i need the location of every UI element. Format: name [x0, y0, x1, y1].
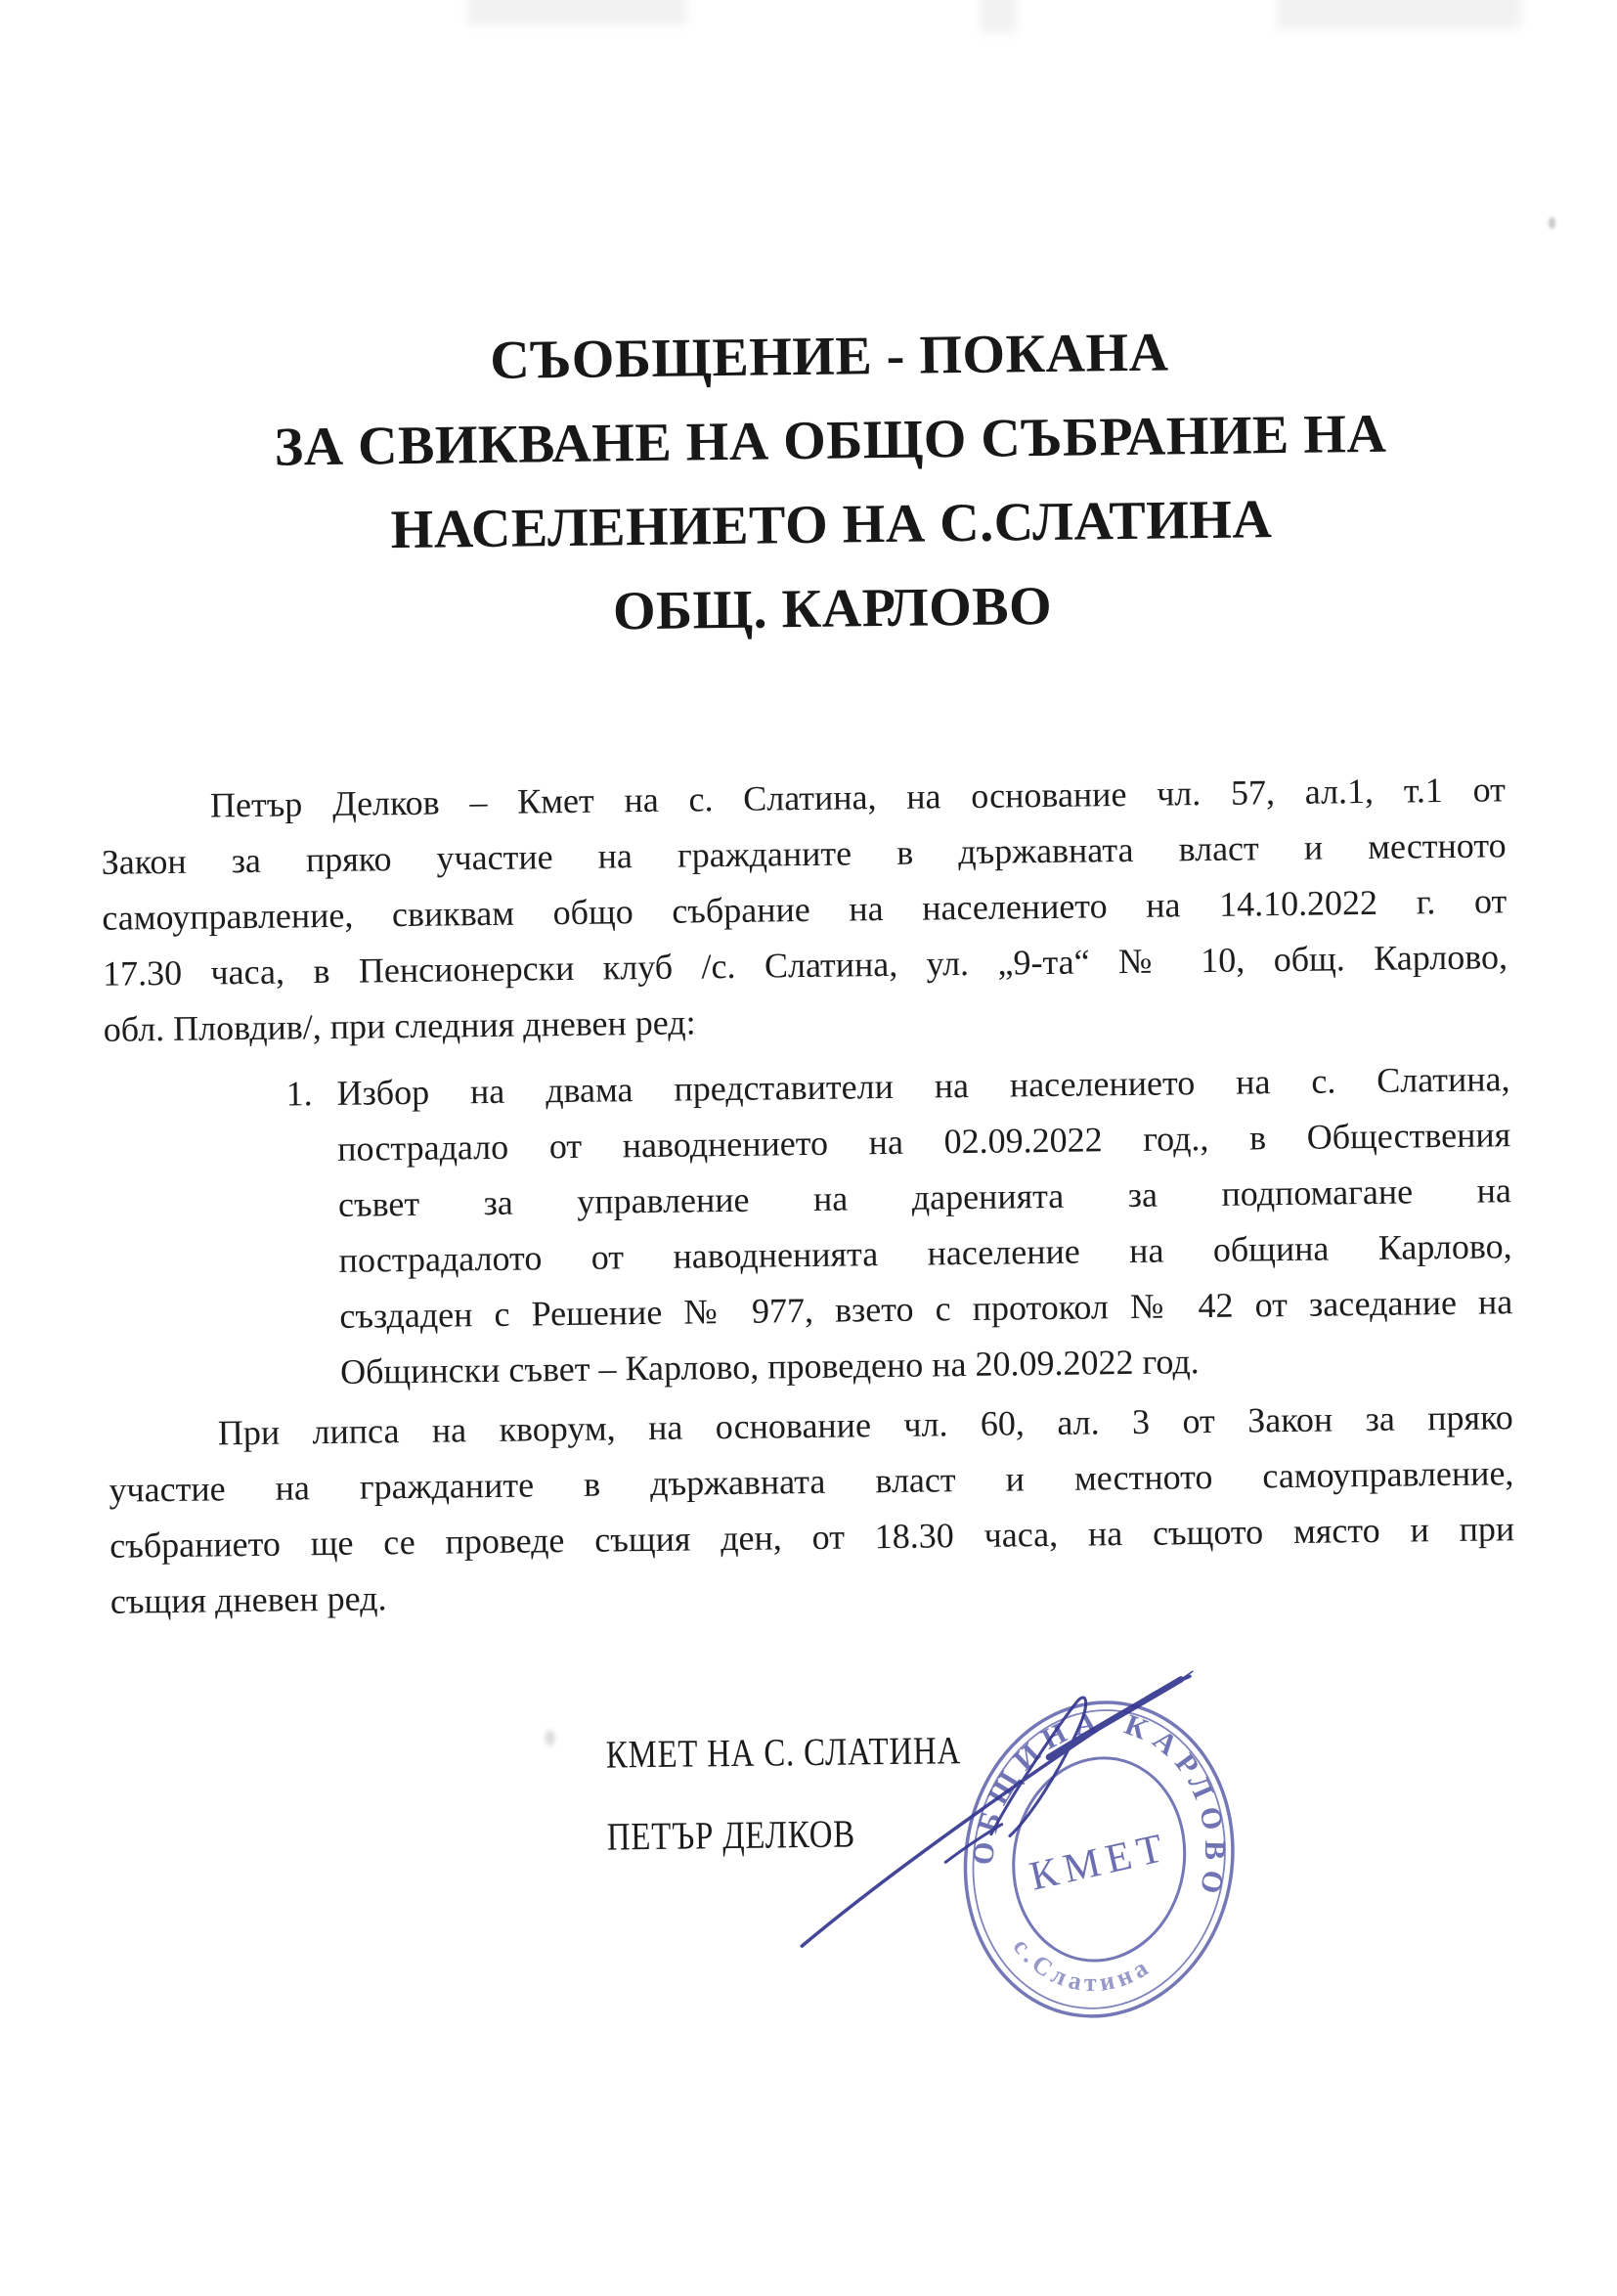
- agenda-line: пострадало от наводнението на 02.09.2022 год., в Обществения: [337, 1115, 1511, 1169]
- paragraph-line: Закон за пряко участие на гражданите в държавната власт и местното: [101, 825, 1507, 882]
- signature-main-stroke: [799, 1676, 1193, 1946]
- agenda-line: пострадалото от наводненията население на община Карлово,: [338, 1226, 1512, 1280]
- signature-loop-stroke: [989, 1698, 1087, 1836]
- agenda-line: съвет за управление на даренията за подпомагане на: [337, 1170, 1512, 1224]
- signatory-title: КМЕТ НА С. СЛАТИНА: [605, 1728, 962, 1777]
- title-line-4: ОБЩ. КАРЛОВО: [612, 575, 1053, 642]
- paragraph-line: Петър Делков – Кмет на с. Слатина, на основание чл. 57, ал.1, т.1 от: [209, 770, 1507, 825]
- document-title: [21, 305, 1617, 661]
- paragraph-line: 17.30 часа, в Пенсионерски клуб /с. Слатина, ул. „9-та“ № 10, общ. Карлово,: [102, 937, 1508, 993]
- paragraph-line: същия дневен ред.: [109, 1578, 387, 1621]
- title-line-3: НАСЕЛЕНИЕТО НА С.СЛАТИНА: [390, 489, 1273, 561]
- signature-main-stroke-thick: [1048, 1679, 1182, 1757]
- stamp-text-center: КМЕТ: [1026, 1825, 1174, 1900]
- intro-paragraph: [101, 762, 1508, 1058]
- title-line-2: ЗА СВИКВАНЕ НА ОБЩО СЪБРАНИЕ НА: [274, 403, 1387, 478]
- signatory-name: ПЕТЪР ДЕЛКОВ: [606, 1811, 856, 1859]
- agenda-line: Избор на двама представители на населението на с. Слатина,: [336, 1059, 1510, 1113]
- handwritten-signature: [768, 1597, 1243, 1994]
- paragraph-line: При липса на кворум, на основание чл. 60, ал. 3 от Закон за пряко: [217, 1397, 1513, 1453]
- quorum-paragraph: [108, 1390, 1515, 1630]
- stamp-text-top: ОБЩИНА КАРЛОВО: [966, 1705, 1232, 1906]
- paragraph-line: обл. Пловдив/, при следния дневен ред:: [103, 1002, 696, 1049]
- title-line-1: СЪОБЩЕНИЕ - ПОКАНА: [489, 322, 1169, 391]
- agenda-item-text: [336, 1051, 1513, 1400]
- stamp-text-bottom: с.Слатина: [1007, 1932, 1158, 1997]
- paragraph-line: самоуправление, свиквам общо събрание на населението на 14.10.2022 г. от: [102, 881, 1508, 938]
- agenda-line: Общински съвет – Карлово, проведено на 20.09.2022 год.: [339, 1342, 1200, 1391]
- scan-speck: [546, 1730, 555, 1745]
- agenda-line: създаден с Решение № 977, взето с протокол № 42 от заседание на: [339, 1282, 1513, 1336]
- paragraph-line: участие на гражданите в държавната власт и местното самоуправление,: [109, 1453, 1514, 1510]
- agenda-item-number: 1.: [285, 1074, 313, 1114]
- paragraph-line: събранието ще се проведе същия ден, от 18.30 часа, на същото място и при: [109, 1509, 1515, 1566]
